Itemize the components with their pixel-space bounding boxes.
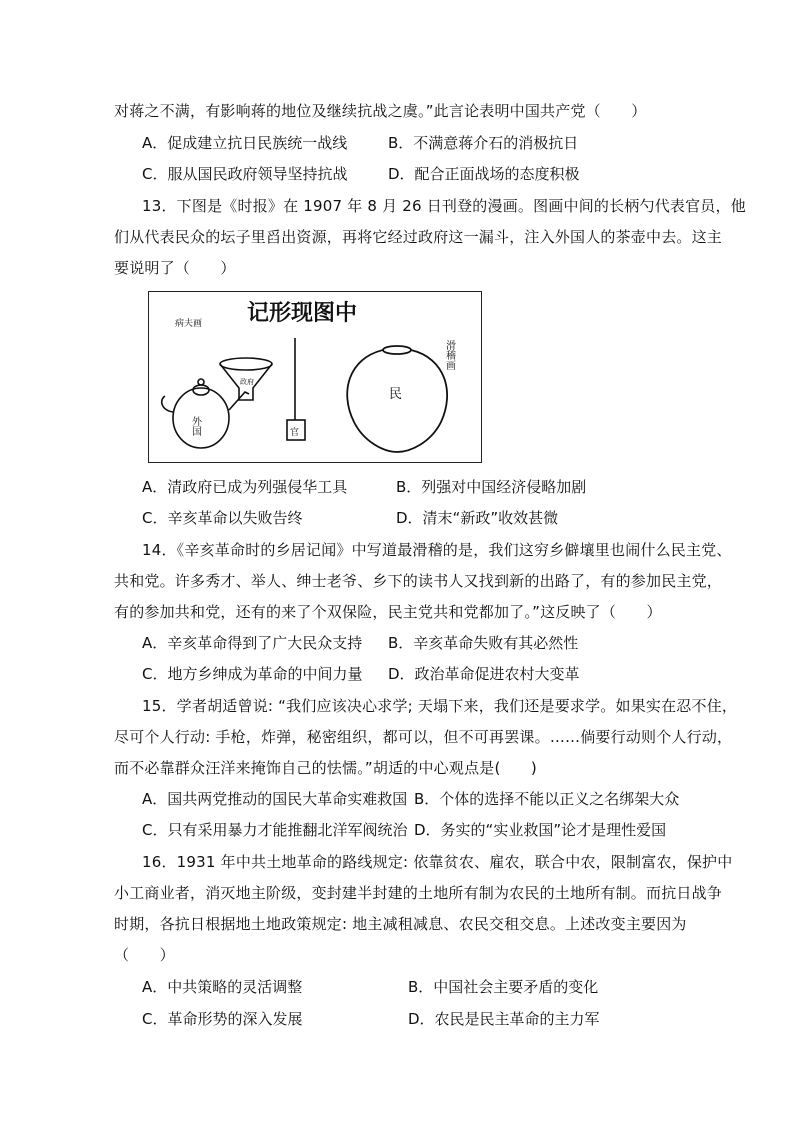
cartoon-drawing xyxy=(149,292,483,464)
q14-option-b[interactable]: B．辛亥革命失败有其必然性 xyxy=(388,634,579,652)
q14-stem-line1: 14．《辛亥革命时的乡居记闻》中写道最滑稽的是，我们这穷乡僻壤里也闹什么民主党、 xyxy=(142,541,732,559)
q15-option-d[interactable]: D．务实的“实业救国”论才是理性爱国 xyxy=(414,821,667,839)
ladle-drawing xyxy=(287,338,305,440)
cartoon-signature: 病夫画 xyxy=(175,319,203,329)
q12-option-a[interactable]: A．促成建立抗日民族统一战线 xyxy=(142,134,348,152)
q15-option-a[interactable]: A．国共两党推动的国民大革命实难救国 xyxy=(142,790,408,808)
q15-stem-line3: 而不必靠群众汪洋来掩饰自己的怯懦。”胡适的中心观点是( ) xyxy=(114,759,537,777)
q16-stem-line2: 小工商业者，消灭地主阶级，变封建半封建的土地所有制为农民的土地所有制。而抗日战争 xyxy=(114,884,723,902)
q12-stem-tail: 对蒋之不满，有影响蒋的地位及继续抗战之虞。”此言论表明中国共产党（ ） xyxy=(114,102,647,120)
q13-stem-line3: 要说明了（ ） xyxy=(114,259,236,277)
q16-option-c[interactable]: C．革命形势的深入发展 xyxy=(142,1010,303,1028)
ladle-label: 官 xyxy=(290,428,300,438)
q14-option-d[interactable]: D．政治革命促进农村大变革 xyxy=(388,665,580,683)
q14-option-c[interactable]: C．地方乡绅成为革命的中间力量 xyxy=(142,665,363,683)
q13-stem-line2: 们从代表民众的坛子里舀出资源，再将它经过政府这一漏斗，注入外国人的茶壶中去。这主 xyxy=(114,228,723,246)
q13-option-d[interactable]: D．清末“新政”收效甚微 xyxy=(396,509,559,527)
q13-option-a[interactable]: A．清政府已成为列强侵华工具 xyxy=(142,478,348,496)
q12-option-d[interactable]: D．配合正面战场的态度积极 xyxy=(388,165,580,183)
q16-option-a[interactable]: A．中共策略的灵活调整 xyxy=(142,978,303,996)
side-label-text: 滑稽画 xyxy=(443,340,455,370)
q16-stem-line1: 16．1931 年中共土地革命的路线规定: 依靠贫农、雇农，联合中农，限制富农，保护中 xyxy=(142,853,733,871)
q12-option-c[interactable]: C．服从国民政府领导坚持抗战 xyxy=(142,165,348,183)
funnel-label: 政府 xyxy=(240,378,254,386)
q15-option-c[interactable]: C．只有采用暴力才能推翻北洋军阀统治 xyxy=(142,821,408,839)
q15-stem-line1: 15．学者胡适曾说: “我们应该决心求学; 天塌下来，我们还是要求学。如果实在忍不住， xyxy=(142,697,738,715)
q16-option-b[interactable]: B．中国社会主要矛盾的变化 xyxy=(408,978,599,996)
q16-stem-line4: （ ） xyxy=(114,946,175,964)
q13-stem-line1: 13．下图是《时报》在 1907 年 8 月 26 日刊登的漫画。图画中间的长柄勺代表官员，他 xyxy=(142,197,746,215)
q16-stem-line3: 时期，各抗日根据地土地政策规定: 地主减租减息、农民交租交息。上述改变主要因为 xyxy=(114,915,687,933)
q15-option-b[interactable]: B．个体的选择不能以正义之名绑架大众 xyxy=(414,790,680,808)
q14-stem-line3: 有的参加共和党，还有的来了个双保险，民主党共和党都加了。”这反映了（ ） xyxy=(114,603,662,621)
cartoon-title: 记形现图中 xyxy=(247,300,358,326)
q12-option-b[interactable]: B．不满意蒋介石的消极抗日 xyxy=(388,134,579,152)
q16-option-d[interactable]: D．农民是民主革命的主力军 xyxy=(408,1010,600,1028)
q13-option-b[interactable]: B．列强对中国经济侵略加剧 xyxy=(396,478,587,496)
q15-stem-line2: 尽可个人行动: 手枪，炸弹，秘密组织，都可以，但不可再罢课。……倘要行动则个人行动， xyxy=(114,728,733,746)
q13-option-c[interactable]: C．辛亥革命以失败告终 xyxy=(142,509,303,527)
cartoon-side-label xyxy=(444,340,456,370)
teapot-label: 外国 xyxy=(189,416,201,436)
jar-label: 民 xyxy=(389,387,403,402)
teapot-drawing xyxy=(162,379,249,448)
q13-cartoon-image xyxy=(148,291,482,463)
q14-stem-line2: 共和党。许多秀才、举人、绅士老爷、乡下的读书人又找到新的出路了，有的参加民主党， xyxy=(114,572,723,590)
q14-option-a[interactable]: A．辛亥革命得到了广大民众支持 xyxy=(142,634,363,652)
